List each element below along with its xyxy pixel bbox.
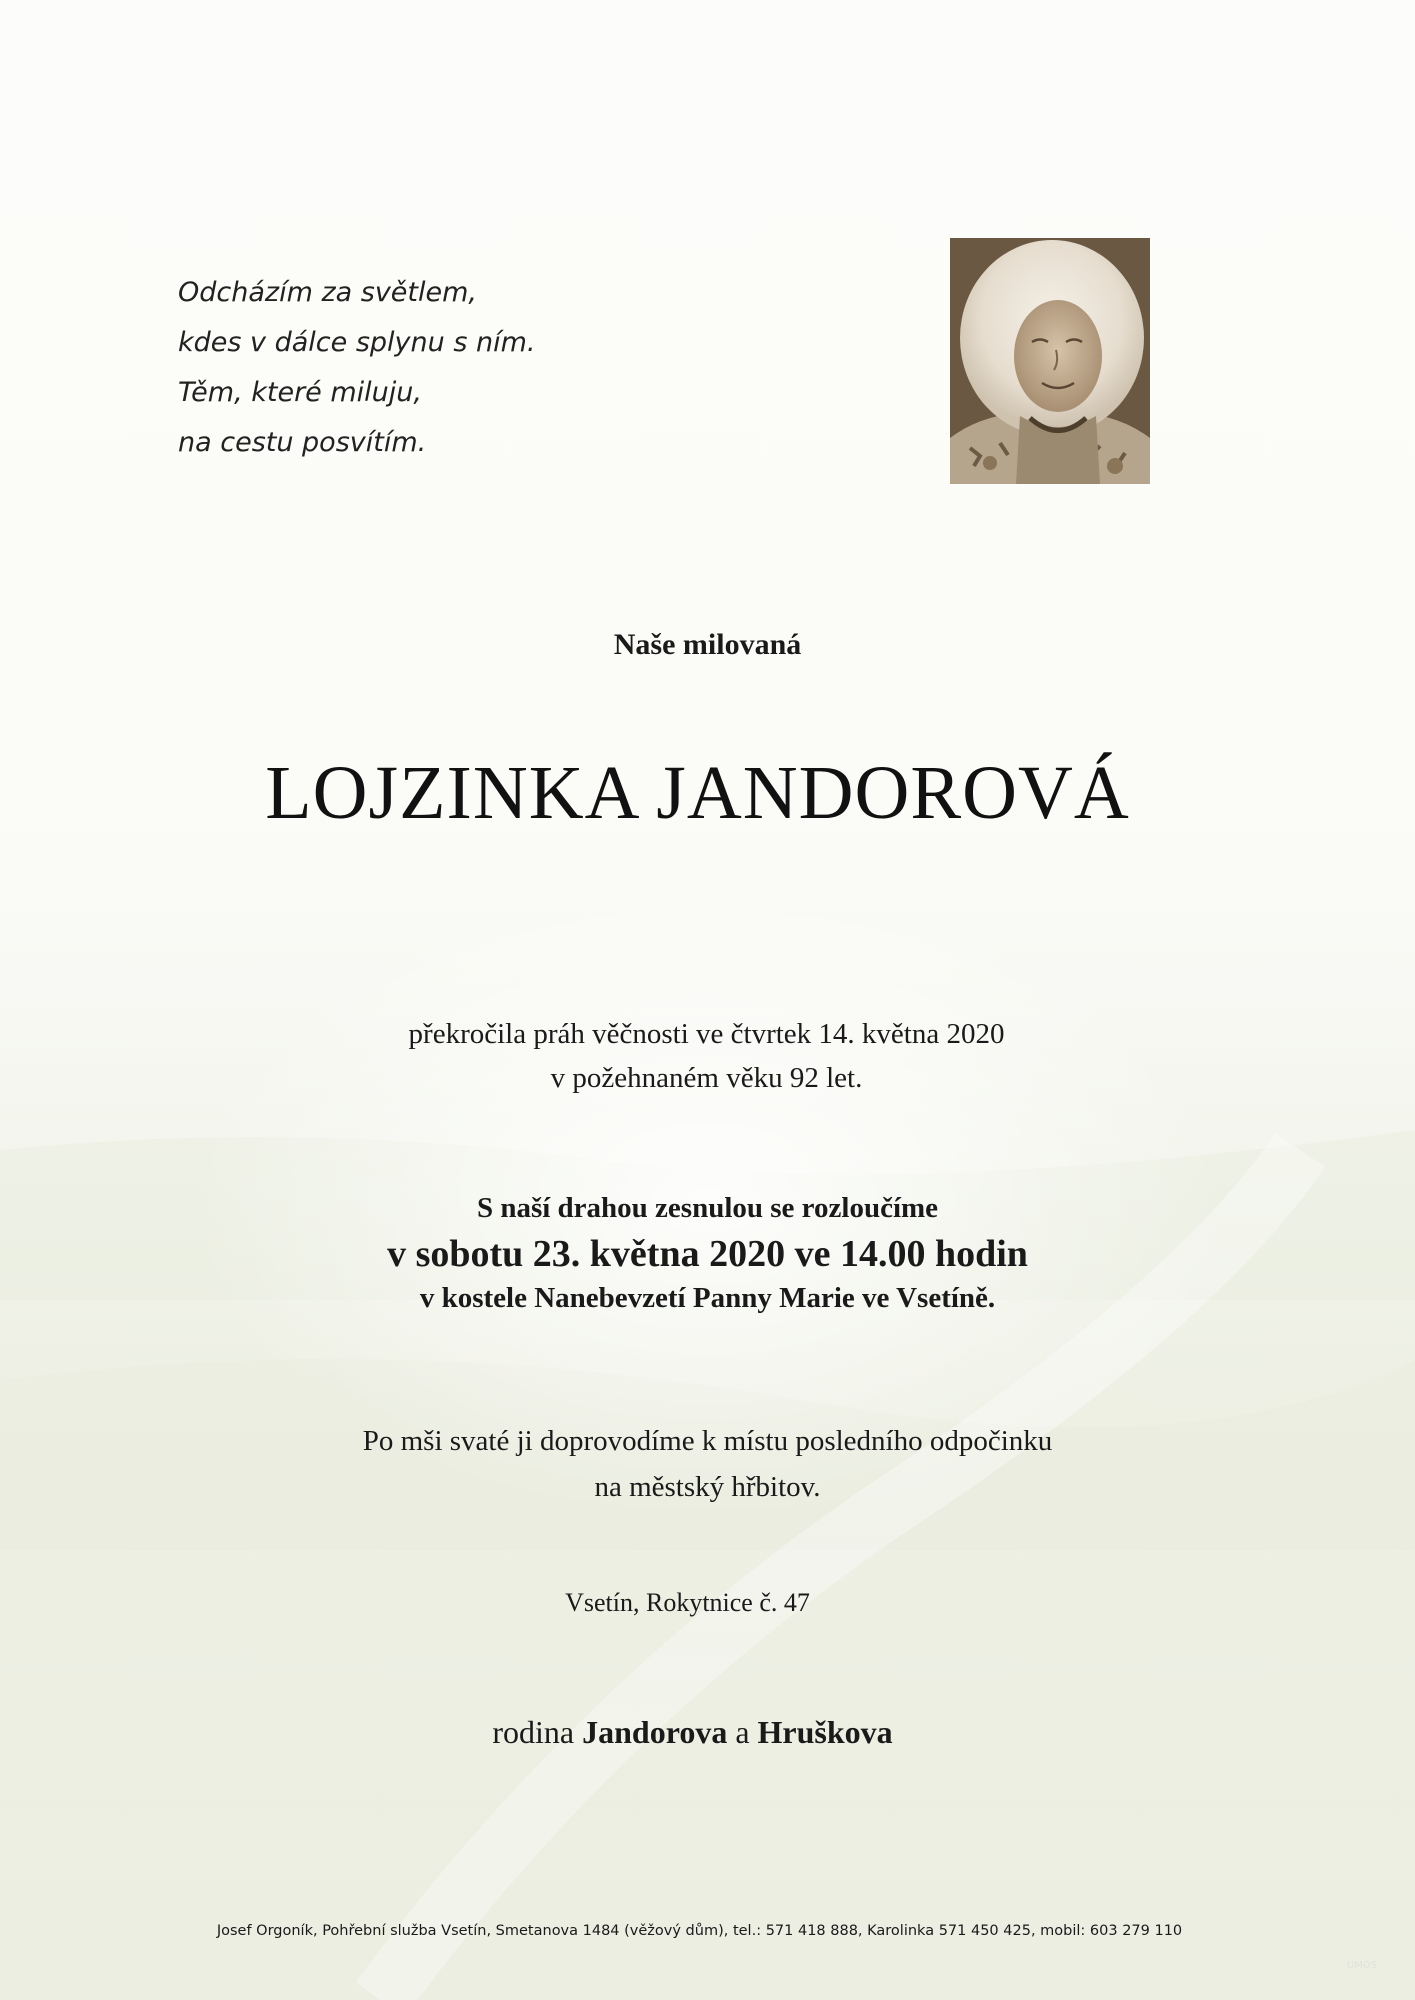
farewell-date: v sobotu 23. května 2020 ve 14.00 hodin — [387, 1233, 1028, 1275]
age-line: v požehnaném věku 92 let. — [550, 1062, 863, 1094]
family-signature — [0, 1714, 1400, 1751]
poem-line: na cestu posvítím. — [178, 427, 427, 458]
poem-line: Odcházím za světlem, — [178, 277, 477, 308]
poem-line: kdes v dálce splynu s ním. — [178, 327, 536, 358]
funeral-service-footer: Josef Orgoník, Pohřební služba Vsetín, Smetanova 1484 (věžový dům), tel.: 571 418 888, Karolinka 571 450 425, mobil: 603 279 110 — [216, 1923, 1183, 1939]
intro-text: Naše milovaná — [613, 628, 802, 661]
burial-line: na městský hřbitov. — [594, 1471, 821, 1503]
burial-line: Po mši svaté ji doprovodíme k místu posledního odpočinku — [362, 1425, 1053, 1457]
poem — [178, 268, 698, 468]
family-name-1: Jandorova — [582, 1714, 728, 1750]
address: Vsetín, Rokytnice č. 47 — [565, 1588, 810, 1617]
farewell-intro: S naší drahou zesnulou se rozloučíme — [476, 1192, 939, 1224]
family-conj: a — [727, 1714, 758, 1750]
burial-notice — [0, 1418, 1415, 1510]
farewell-place: v kostele Nanebevzetí Panny Marie ve Vsetíně. — [419, 1282, 996, 1314]
portrait-photo — [950, 238, 1150, 484]
family-prefix: rodina — [492, 1714, 583, 1750]
family-name-2: Hruškova — [757, 1714, 893, 1750]
watermark-stamp: UMOS — [1346, 1960, 1377, 1971]
deceased-name: LOJZINKA JANDOROVÁ — [265, 751, 1130, 835]
death-date-line: překročila práh věčnosti ve čtvrtek 14. května 2020 — [408, 1018, 1005, 1050]
death-notice — [0, 1012, 1414, 1100]
poem-line: Těm, které miluju, — [178, 377, 422, 408]
